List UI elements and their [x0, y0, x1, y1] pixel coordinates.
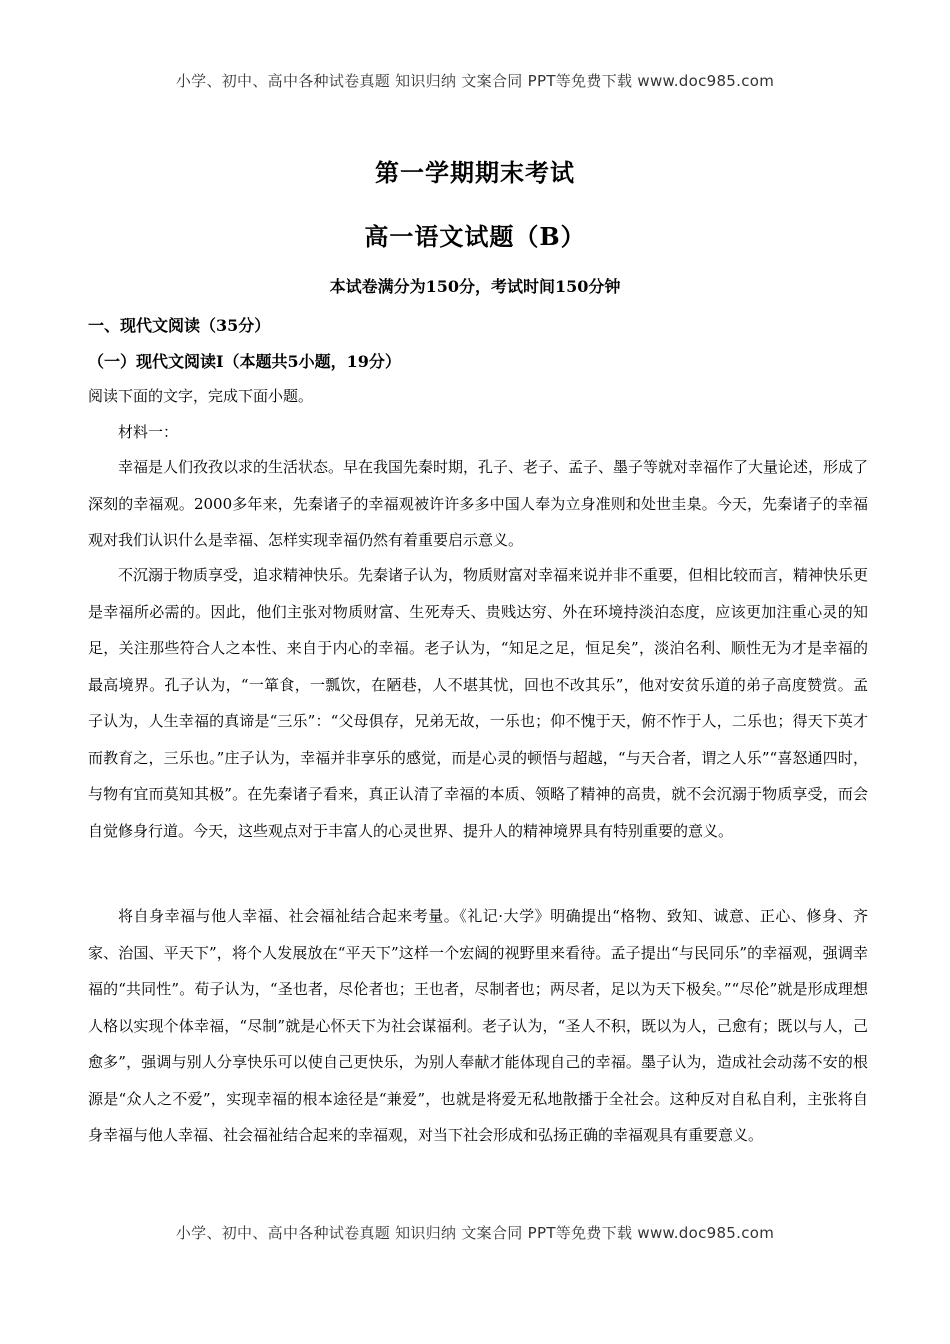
header-watermark: 小学、初中、高中各种试卷真题 知识归纳 文案合同 PPT等免费下载 www.doc985.com: [175, 72, 775, 90]
paragraph: 幸福是人们孜孜以求的生活状态。早在我国先秦时期，孔子、老子、孟子、墨子等就对幸福作了大量论述，形成了深刻的幸福观。2000多年来，先秦诸子的幸福观被许许多多中国人奉为立身准则和处世圭臬。今天，先秦诸子的幸福观对我们认识什么是幸福、怎样实现幸福仍然有着重要启示意义。: [88, 458, 869, 549]
section-heading: 一、现代文阅读（35分）: [88, 316, 271, 335]
reading-instruction: 阅读下面的文字，完成下面小题。: [88, 387, 314, 405]
material-label: 材料一：: [118, 423, 179, 441]
exam-title: 第一学期期末考试: [375, 158, 575, 187]
exam-info: 本试卷满分为150分，考试时间150分钟: [329, 277, 621, 296]
exam-subtitle: 高一语文试题（B）: [364, 222, 586, 251]
footer-watermark: 小学、初中、高中各种试卷真题 知识归纳 文案合同 PPT等免费下载 www.doc985.com: [175, 1224, 775, 1242]
subsection-heading: （一）现代文阅读Ⅰ（本题共5小题，19分）: [88, 352, 401, 371]
paragraph: 将自身幸福与他人幸福、社会福祉结合起来考量。《礼记·大学》明确提出“格物、致知、诚意、正心、修身、齐家、治国、平天下”，将个人发展放在“平天下”这样一个宏阔的视野里来看待。孟子提出“与民同乐”的幸福观，强调幸福的“共同性”。荀子认为，“圣也者，尽伦者也；王也者，尽制者也；两尽者，足以为天下极矣。”“尽伦”就是形成理想人格以实现个体幸福，“尽制”就是心怀天下为社会谋福利。老子认为，“圣人不积，既以为人，己愈有；既以与人，己愈多”，强调与别人分享快乐可以使自己更快乐，为别人奉献才能体现自己的幸福。墨子认为，造成社会动荡不安的根源是“众人之不爱”，实现幸福的根本途径是“兼爱”，也就是将爱无私地散播于全社会。这种反对自私自利，主张将自身幸福与他人幸福、社会福祉结合起来的幸福观，对当下社会形成和弘扬正确的幸福观具有重要意义。: [88, 907, 868, 1144]
paragraph: 不沉溺于物质享受，追求精神快乐。先秦诸子认为，物质财富对幸福来说并非不重要，但相比较而言，精神快乐更是幸福所必需的。因此，他们主张对物质财富、生死寿夭、贵贱达穷、外在环境持淡泊态度，应该更加注重心灵的知足，关注那些符合人之本性、来自于内心的幸福。老子认为，“知足之足，恒足矣”，淡泊名利、顺性无为才是幸福的最高境界。孔子认为，“一箪食，一瓢饮，在陋巷，人不堪其忧，回也不改其乐”，他对安贫乐道的弟子高度赞赏。孟子认为，人生幸福的真谛是“三乐”：“父母俱存，兄弟无故，一乐也；仰不愧于天，俯不怍于人，二乐也；得天下英才而教育之，三乐也。”庄子认为，幸福并非享乐的感觉，而是心灵的顿悟与超越，“与天合者，谓之人乐”“喜怒通四时，与物有宜而莫知其极”。在先秦诸子看来，真正认清了幸福的本质、领略了精神的高贵，就不会沉溺于物质享受，而会自觉修身行道。今天，这些观点对于丰富人的心灵世界、提升人的精神境界具有特别重要的意义。: [88, 566, 869, 840]
